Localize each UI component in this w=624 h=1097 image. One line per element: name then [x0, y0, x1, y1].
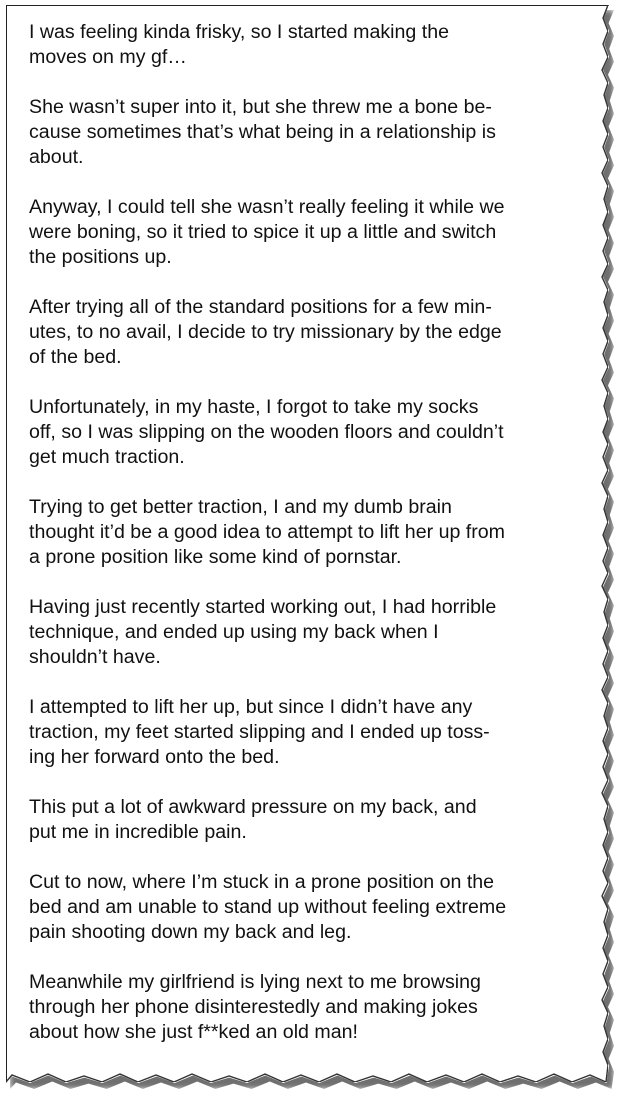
story-paragraph-6: Trying to get better traction, I and my dumb brain thought it’d be a good idea to attempt to lift her up from a prone position like some kind of pornstar. — [29, 496, 505, 568]
story-paragraph-8: I attempted to lift her up, but since I didn’t have any traction, my feet started slipping and I ended up toss- ing her forward onto the bed. — [29, 696, 490, 768]
story-paragraph-9: This put a lot of awkward pressure on my back, and put me in incredible pain. — [29, 796, 477, 843]
story-paragraph-10: Cut to now, where I’m stuck in a prone position on the bed and am unable to stand up without feeling extreme pain shooting down my back and leg. — [29, 871, 507, 943]
story-paragraph-2: She wasn’t super into it, but she threw me a bone be- cause sometimes that’s what being in a relationship is about. — [29, 96, 496, 168]
story-paragraph-5: Unfortunately, in my haste, I forgot to take my socks off, so I was slipping on the wooden floors and couldn’t get much traction. — [29, 396, 504, 468]
story-paragraph-1: I was feeling kinda frisky, so I started making the moves on my gf… — [29, 21, 450, 68]
story-paragraph-7: Having just recently started working out, I had horrible technique, and ended up using my back when I shouldn’t have. — [29, 596, 497, 668]
story-paragraph-3: Anyway, I could tell she wasn’t really feeling it while we were boning, so it tried to spice it up a little and switch the positions up. — [29, 196, 505, 268]
story-text — [29, 20, 595, 1070]
story-paragraph-11: Meanwhile my girlfriend is lying next to me browsing through her phone disinterestedly and making jokes about how she just f**ked an old man! — [29, 971, 481, 1043]
story-paragraph-4: After trying all of the standard positions for a few min- utes, to no avail, I decide to try missionary by the edge of the bed. — [29, 296, 502, 368]
